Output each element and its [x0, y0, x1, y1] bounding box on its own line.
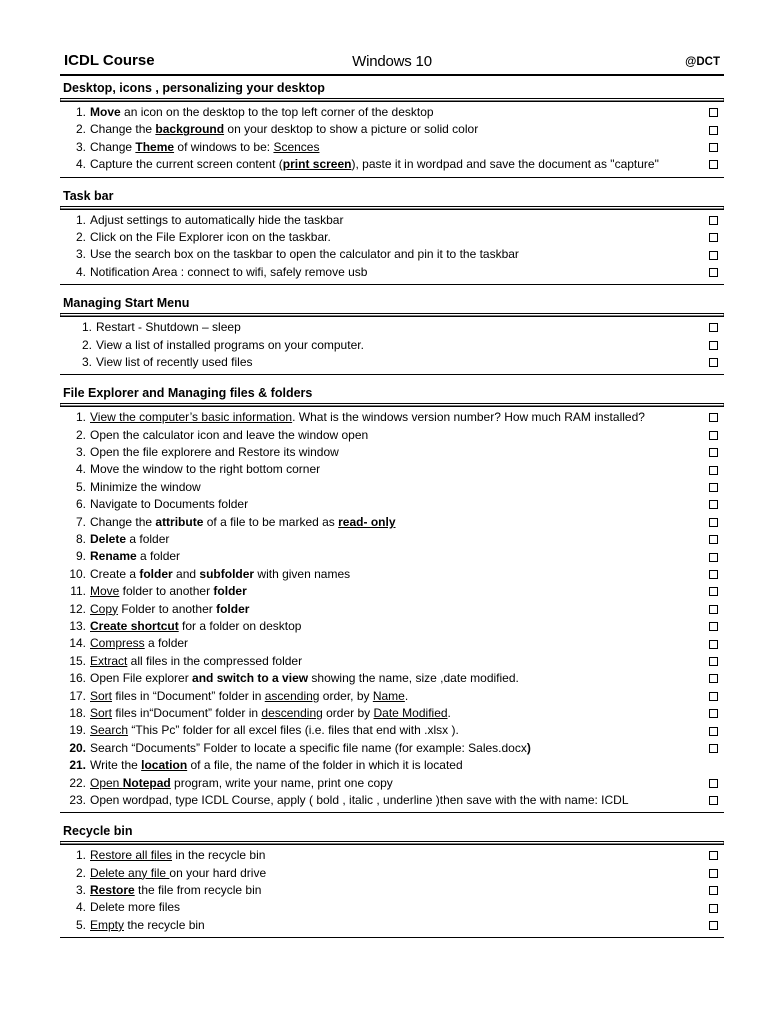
item-text-part: Copy: [90, 601, 119, 616]
item-text-part: an icon on the desktop to the top left corner of the desktop: [120, 105, 434, 119]
item-text: [90, 688, 703, 705]
item-text: [96, 337, 703, 354]
item-text: [90, 229, 703, 246]
item-text-part: folder: [139, 566, 173, 581]
item-text-part: Create shortcut: [90, 618, 179, 633]
checkbox-icon: [709, 448, 718, 457]
item-text-part: background: [155, 122, 225, 137]
item-text: [90, 601, 703, 618]
item-text: [90, 139, 703, 156]
checklist-item: [60, 121, 724, 138]
item-text-part: Open wordpad, type ICDL Course, apply ( bold , italic , underline )then save with the with name: ICDL: [90, 792, 629, 807]
checklist-item: [60, 899, 724, 916]
item-text: [96, 354, 703, 371]
item-text: [90, 722, 703, 739]
item-number: 8.: [75, 532, 86, 547]
item-text: [90, 514, 703, 531]
item-text: [90, 899, 703, 916]
item-text: [90, 264, 703, 281]
checkbox-icon: [709, 535, 718, 544]
checkbox-icon: [709, 796, 718, 805]
item-number: 1.: [81, 320, 92, 335]
item-text-part: print screen: [282, 157, 352, 172]
item-text-part: “This Pc” folder for all excel files (i.e. files that end with .xlsx ).: [128, 723, 459, 738]
checkbox-icon: [709, 483, 718, 492]
item-number: 4.: [75, 264, 86, 279]
item-number: 9.: [75, 549, 86, 564]
item-number: 19.: [69, 723, 86, 738]
checklist-item: [60, 156, 724, 173]
checklist-item: [60, 775, 724, 792]
item-text-part: Change the: [90, 122, 156, 137]
section: [60, 381, 724, 813]
item-number: 21.: [69, 758, 86, 773]
item-text-part: a folder: [136, 549, 181, 564]
item-text: [90, 461, 703, 478]
item-text: [90, 618, 703, 635]
item-text-part: Write the: [90, 758, 142, 773]
item-text-part: . What is the windows version number? How much RAM installed?: [292, 410, 645, 425]
checklist-item: [60, 583, 724, 600]
item-text-part: Compress: [90, 636, 145, 651]
item-text-part: Adjust settings to automatically hide the taskbar: [90, 212, 344, 227]
item-text: [90, 246, 703, 263]
item-number: 11.: [70, 584, 86, 599]
checklist-item: [60, 229, 724, 246]
item-text-part: ), paste it in wordpad and save the document as "capture": [351, 157, 659, 172]
checkbox-icon: [709, 640, 718, 649]
item-number: 7.: [75, 514, 86, 529]
item-text: [90, 635, 703, 652]
checklist-item: [60, 847, 724, 864]
checkbox-icon: [709, 143, 718, 152]
section-divider: [60, 284, 724, 285]
checklist-item: [60, 882, 724, 899]
checklist-item: [60, 212, 724, 229]
checklist-item: [60, 337, 724, 354]
item-number: 2.: [75, 865, 86, 880]
item-text-part: and: [172, 566, 200, 581]
checkbox-icon: [709, 692, 718, 701]
section-title: File Explorer and Managing files & folders: [60, 381, 724, 404]
checklist-item: [60, 548, 724, 565]
item-number: 13.: [69, 618, 86, 633]
item-text: [90, 409, 703, 426]
item-text-part: on your desktop to show a picture or solid color: [224, 122, 479, 137]
section-title: Desktop, icons , personalizing your desktop: [60, 76, 724, 99]
item-text-part: folder: [216, 601, 250, 616]
item-text: [90, 479, 703, 496]
item-text-part: ): [526, 740, 531, 755]
item-text-part: Open File explorer: [90, 671, 193, 686]
checklist-item: [60, 496, 724, 513]
item-number: 2.: [75, 122, 86, 137]
item-text: [90, 670, 703, 687]
course-title: ICDL Course: [64, 52, 155, 69]
item-text: [90, 566, 703, 583]
checklist-item: [60, 635, 724, 652]
item-number: 6.: [75, 497, 86, 512]
checklist-item: [60, 264, 724, 281]
checklist-item: [60, 865, 724, 882]
item-text-part: attribute: [155, 514, 204, 529]
item-text-part: files in“Document” folder in: [112, 705, 262, 720]
section-divider: [60, 374, 724, 375]
item-number: 3.: [75, 139, 86, 154]
checkbox-icon: [709, 851, 718, 860]
checklist-item: [60, 479, 724, 496]
checkbox-icon: [709, 727, 718, 736]
item-text-part: of a file to be marked as: [203, 514, 339, 529]
sections-container: [60, 76, 724, 938]
section: [60, 291, 724, 375]
item-text-part: all files in the compressed folder: [127, 653, 303, 668]
section-title: Task bar: [60, 184, 724, 207]
item-text: [90, 705, 703, 722]
item-number: 3.: [75, 445, 86, 460]
checkbox-icon: [709, 358, 718, 367]
checklist-item: [60, 917, 724, 934]
item-text-part: Open the file explorere and Restore its window: [90, 445, 339, 460]
checkbox-icon: [709, 657, 718, 666]
checkbox-icon: [709, 869, 718, 878]
item-text-part: Change: [90, 139, 136, 154]
item-text-part: Open: [90, 775, 123, 790]
author-tag: @DCT: [685, 56, 720, 68]
item-text-part: showing the name, size ,date modified.: [308, 671, 519, 686]
checkbox-icon: [709, 108, 718, 117]
section-title: Recycle bin: [60, 819, 724, 842]
section-divider: [60, 937, 724, 938]
item-text-part: Search: [90, 723, 129, 738]
item-text-part: Delete more files: [90, 900, 181, 915]
item-text-part: order, by: [319, 688, 373, 703]
item-text-part: Click on the File Explorer icon on the taskbar.: [90, 229, 331, 244]
checklist-item: [60, 531, 724, 548]
item-text: [90, 548, 703, 565]
checkbox-icon: [709, 622, 718, 631]
checkbox-icon: [709, 605, 718, 614]
item-number: 2.: [81, 337, 92, 352]
item-text: [90, 792, 703, 809]
checkbox-icon: [709, 160, 718, 169]
item-text-part: Move the window to the right bottom corner: [90, 462, 321, 477]
checkbox-icon: [709, 341, 718, 350]
checklist-item: [60, 444, 724, 461]
checklist-item: [60, 792, 724, 809]
item-number: 18.: [69, 705, 86, 720]
document-subject: Windows 10: [352, 53, 432, 70]
item-text-part: Folder to another: [118, 601, 217, 616]
document-page: [60, 44, 724, 944]
item-text: [90, 583, 703, 600]
checklist-item: [60, 740, 724, 757]
checkbox-icon: [709, 553, 718, 562]
item-text-part: Capture the current screen content (: [90, 157, 283, 172]
item-text-part: on your hard drive: [169, 865, 267, 880]
item-text-part: Move: [90, 105, 121, 119]
item-number: 4.: [75, 462, 86, 477]
item-text-part: Restore all files: [90, 848, 173, 863]
item-text-part: of a file, the name of the folder in which it is located: [187, 758, 463, 773]
document-header: [60, 44, 724, 76]
section: [60, 76, 724, 178]
item-number: 2.: [75, 427, 86, 442]
checkbox-icon: [709, 251, 718, 260]
item-number: 22.: [69, 775, 86, 790]
checkbox-icon: [709, 904, 718, 913]
item-text: [90, 444, 703, 461]
item-text-part: subfolder: [199, 566, 255, 581]
item-text-part: read- only: [338, 514, 396, 529]
item-text: [90, 496, 703, 513]
item-text-part: with given names: [254, 566, 351, 581]
item-number: 1.: [75, 105, 86, 119]
item-text-part: .: [447, 705, 451, 720]
item-text-part: folder: [213, 584, 247, 599]
item-number: 14.: [69, 636, 86, 651]
checkbox-icon: [709, 431, 718, 440]
item-text-part: Notepad: [122, 775, 171, 790]
item-text-part: Move: [90, 584, 120, 599]
checklist-item: [60, 670, 724, 687]
checklist-item: [60, 705, 724, 722]
item-text-part: Notification Area : connect to wifi, safely remove usb: [90, 264, 368, 279]
item-text-part: Date Modified: [373, 705, 448, 720]
item-text-part: Restore: [90, 883, 135, 898]
item-text: [90, 847, 703, 864]
item-text-part: folder to another: [119, 584, 214, 599]
item-text: [90, 104, 703, 121]
checklist-item: [60, 514, 724, 531]
checklist-item: [60, 566, 724, 583]
item-text: [90, 212, 703, 229]
item-text: [90, 775, 703, 792]
item-text-part: a folder: [126, 532, 170, 547]
checkbox-icon: [709, 413, 718, 422]
item-text: [96, 319, 703, 336]
item-number: 2.: [75, 229, 86, 244]
item-number: 3.: [81, 354, 92, 369]
item-text-part: location: [141, 758, 188, 773]
item-text-part: order by: [322, 705, 374, 720]
section-title: Managing Start Menu: [60, 291, 724, 314]
checkbox-icon: [709, 744, 718, 753]
checkbox-icon: [709, 126, 718, 135]
item-text-part: Change the: [90, 514, 156, 529]
item-number: 4.: [75, 157, 86, 172]
checklist-item: [60, 618, 724, 635]
checkbox-icon: [709, 268, 718, 277]
section: [60, 184, 724, 286]
item-text: [90, 865, 703, 882]
checklist-item: [60, 601, 724, 618]
checkbox-icon: [709, 216, 718, 225]
item-number: 16.: [69, 671, 86, 686]
item-text: [90, 427, 703, 444]
item-number: 17.: [69, 688, 86, 703]
item-text-part: Minimize the window: [90, 479, 201, 494]
item-number: 3.: [75, 883, 86, 898]
item-text-part: View a list of installed programs on your computer.: [96, 337, 364, 352]
item-text-part: files in “Document” folder in: [112, 688, 265, 703]
checkbox-icon: [709, 500, 718, 509]
item-text-part: Create a: [90, 566, 140, 581]
checkbox-icon: [709, 518, 718, 527]
item-text-part: Extract: [90, 653, 128, 668]
checklist-item: [60, 461, 724, 478]
checkbox-icon: [709, 466, 718, 475]
checkbox-icon: [709, 323, 718, 332]
item-number: 3.: [75, 247, 86, 262]
checklist-item: [60, 104, 724, 121]
item-text: [90, 757, 703, 774]
item-number: 10.: [69, 566, 86, 581]
item-number: 4.: [75, 900, 86, 915]
item-text: [90, 882, 703, 899]
item-text-part: a folder: [144, 636, 189, 651]
checkbox-icon: [709, 674, 718, 683]
item-text-part: the recycle bin: [124, 917, 205, 932]
item-number: 12.: [69, 601, 86, 616]
item-text-part: Name: [372, 688, 405, 703]
item-text: [90, 653, 703, 670]
checklist-item: [60, 653, 724, 670]
item-text-part: descending: [261, 705, 323, 720]
checkbox-icon: [709, 570, 718, 579]
item-text-part: Sort: [90, 705, 113, 720]
item-text-part: in the recycle bin: [172, 848, 266, 863]
checkbox-icon: [709, 709, 718, 718]
item-text-part: for a folder on desktop: [178, 618, 302, 633]
item-text-part: View the computer’s basic information: [90, 410, 293, 425]
section-divider: [60, 177, 724, 178]
item-text-part: the file from recycle bin: [134, 883, 262, 898]
checklist-item: [60, 722, 724, 739]
item-text-part: Restart - Shutdown – sleep: [96, 320, 241, 335]
item-number: 1.: [75, 410, 86, 425]
item-text-part: Sort: [90, 688, 113, 703]
item-number: 5.: [75, 479, 86, 494]
item-text-part: Theme: [135, 139, 175, 154]
checklist-item: [60, 354, 724, 371]
item-text-part: Delete: [90, 532, 127, 547]
checklist-item: [60, 757, 724, 774]
item-text-part: Search “Documents” Folder to locate a specific file name (for example: Sales.docx: [90, 740, 527, 755]
item-text-part: Navigate to Documents folder: [90, 497, 249, 512]
item-text: [90, 531, 703, 548]
checkbox-icon: [709, 587, 718, 596]
item-number: 23.: [69, 792, 86, 807]
item-text-part: program, write your name, print one copy: [170, 775, 393, 790]
item-text-part: Use the search box on the taskbar to open the calculator and pin it to the taskbar: [90, 247, 519, 262]
item-number: 1.: [75, 848, 86, 863]
item-text-part: Scences: [273, 139, 320, 154]
section: [60, 819, 724, 938]
item-text: [90, 156, 703, 173]
checklist-item: [60, 246, 724, 263]
item-text-part: and switch to a view: [192, 671, 309, 686]
checklist-item: [60, 409, 724, 426]
checklist-item: [60, 139, 724, 156]
item-number: 15.: [69, 653, 86, 668]
checklist-item: [60, 319, 724, 336]
item-number: 5.: [75, 917, 86, 932]
item-text: [90, 740, 703, 757]
item-text-part: Rename: [90, 549, 137, 564]
item-text-part: of windows to be:: [174, 139, 274, 154]
section-divider: [60, 812, 724, 813]
item-text: [90, 121, 703, 138]
checkbox-icon: [709, 779, 718, 788]
checklist-item: [60, 688, 724, 705]
item-text-part: Empty: [90, 917, 125, 932]
item-number: 1.: [75, 212, 86, 227]
item-text-part: .: [404, 688, 409, 703]
item-text-part: ascending: [264, 688, 320, 703]
item-text-part: Open the calculator icon and leave the window open: [90, 427, 369, 442]
checkbox-icon: [709, 886, 718, 895]
checklist-item: [60, 427, 724, 444]
item-number: 20.: [69, 740, 86, 755]
item-text-part: Delete any file: [90, 865, 170, 880]
item-text-part: View list of recently used files: [96, 354, 253, 369]
checkbox-icon: [709, 233, 718, 242]
checkbox-icon: [709, 921, 718, 930]
item-text: [90, 917, 703, 934]
